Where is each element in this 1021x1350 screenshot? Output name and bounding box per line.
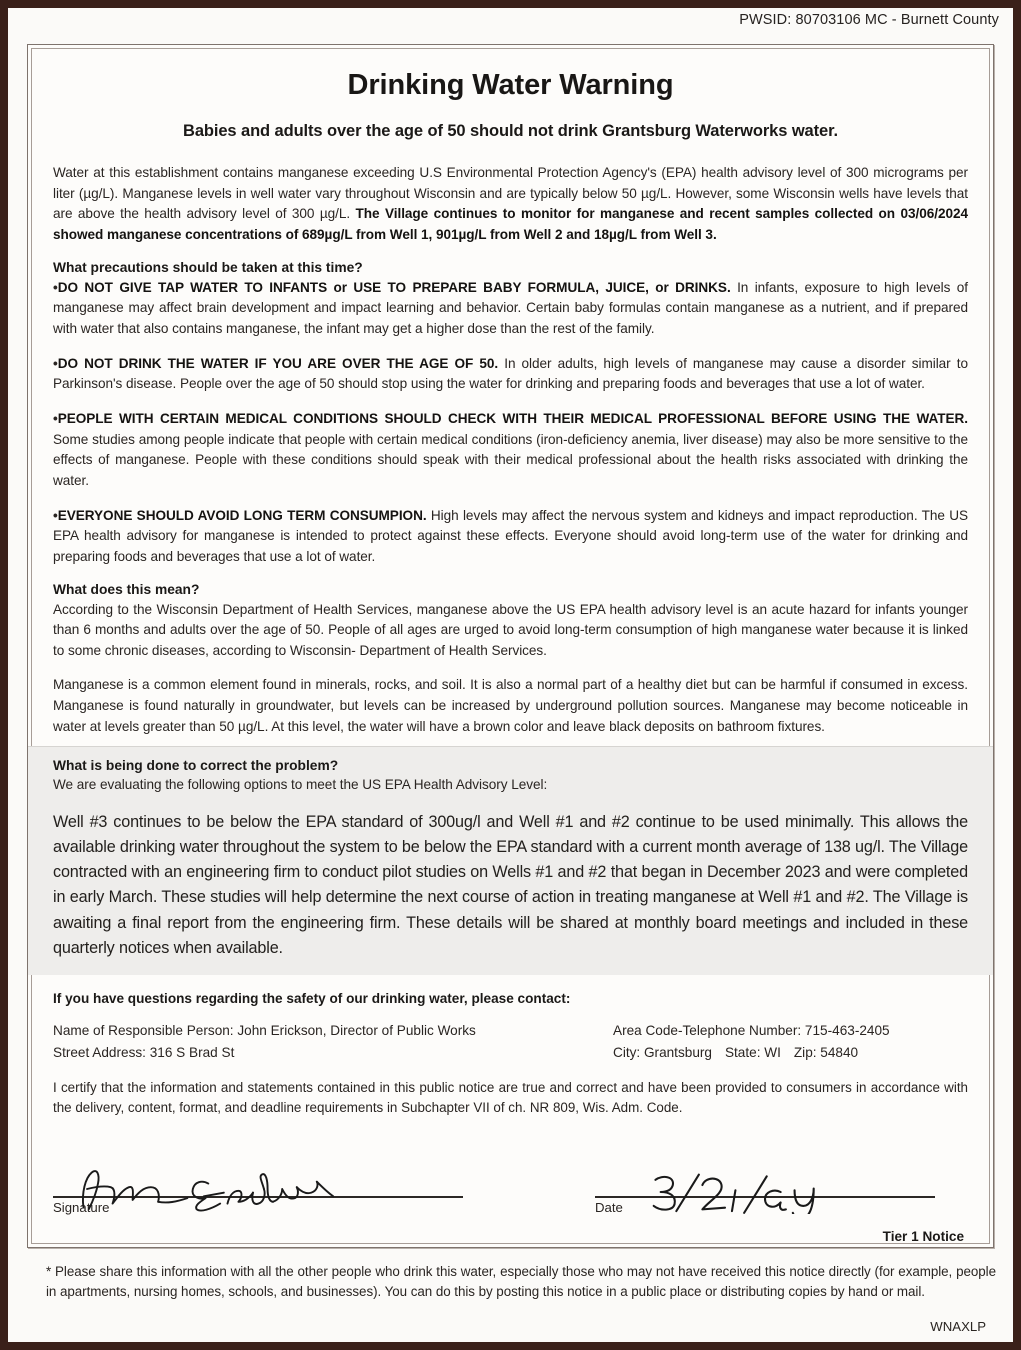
corrective-action-body: Well #3 continues to be below the EPA standard of 300ug/l and Well #1 and #2 continue to be used minimally. This allows the available drinking water throughout the system to be below the EPA standard with a current month average of 138 ug/l. The Village contracted with an engineering firm to conduct pilot studies on Wells #1 and #2 that began in December 2023 and were completed in early March. These studies will help determine the next course of action in treating manganese at Well #1 and #2. The Village is awaiting a final report from the engineering firm. These details will be shared at monthly board meetings and included in these quarterly notices when available. [53,813,968,957]
notice-content [31,53,990,1244]
share-information-note: * Please share this information with all the other people who drink this water, especially those who may not have received this notice directly (for example, people in apartments, nursing homes, schools, and businesses). You can do this by posting this notice in a public place or distributing copies by hand or mail. [46,1264,996,1300]
signature-block [53,1152,463,1215]
contact-intro: If you have questions regarding the safety of our drinking water, please contact: [53,990,571,1006]
date-line[interactable] [595,1152,935,1198]
meaning-paragraph-1: According to the Wisconsin Department of Health Services, manganese above the US EPA health advisory level is an acute hazard for infants younger than 6 months and adults over the age of 50. People of all ages are urged to avoid long-term consumption of high manganese water because it is linked to some chronic diseases, according to Wisconsin- Department of Health Services. [53,601,968,658]
intro-bold-text: The Village continues to monitor for manganese and recent samples collected on 03/06/2024 showed manganese concentrations of 689µg/L from Well 1, 901µg/L from Well 2 and 18µg/L from Well 3. [53,206,968,242]
precautions-heading: What precautions should be taken at this time? [53,259,363,275]
precaution-bullet [53,506,968,568]
page-title: Drinking Water Warning [347,69,674,101]
bullet-marker: • [53,355,58,371]
contact-street-address: Street Address: 316 S Brad St [53,1044,235,1060]
certification-text: I certify that the information and statements contained in this public notice are true and correct and have been provided to consumers in accordance with the delivery, content, format, and deadline requirements in Subchapter VII of ch. NR 809, Wis. Adm. Code. [53,1079,968,1115]
bullet-body-text: In older adults, high levels of manganese may cause a disorder similar to Parkinson's disease. People over the age of 50 should stop using the water for drinking and preparing foods and beverages that use a lot of water. [53,355,968,392]
intro-normal-text: Water at this establishment contains manganese exceeding U.S Environmental Protection Agency's (EPA) health advisory level of 300 micrograms per liter (µg/L). Manganese levels in well water vary throughout Wisconsin and are typically below 50 µg/L. However, some Wisconsin wells have levels that are above the health advisory level of 300 µg/L. [53,165,968,222]
contact-city: City: Grantsburg [613,1044,712,1060]
bullet-marker: • [53,410,58,426]
bullet-lead-text: PEOPLE WITH CERTAIN MEDICAL CONDITIONS SHOULD CHECK WITH THEIR MEDICAL PROFESSIONAL BEFORE USING THE WATER. [57,410,968,426]
contact-column-left [53,1020,613,1064]
scanned-page [8,8,1013,1342]
signature-label: Signature [53,1200,110,1215]
bullet-body-text: Some studies among people indicate that people with certain medical conditions (iron-deficiency anemia, liver disease) may also be more sensitive to the effects of manganese. People with these conditions should speak with their medical professional about the health risks associated with drinking the water. [53,431,968,488]
meaning-paragraph-2: Manganese is a common element found in minerals, rocks, and soil. It is also a normal part of a healthy diet but can be harmful if consumed in excess. Manganese is found naturally in groundwater, but levels can be increased by underground pollution sources. Manganese may become noticeable in water at levels greater than 50 µg/L. At this level, the water will have a brown color and leave black deposits on bathroom fixtures. [53,677,968,734]
corrective-action-heading: What is being done to correct the problem? [53,758,339,774]
date-label: Date [595,1200,623,1215]
publisher-code: WNAXLP [930,1318,986,1334]
bullet-body-text: In infants, exposure to high levels of manganese may affect brain development and impact learning and behavior. Certain baby formulas contain manganese as a nutrient, and if prepared with water that also contains manganese, the infant may get a higher dose than the rest of the family. [53,279,968,336]
contact-state: State: WI [724,1044,781,1060]
contact-details [53,1020,968,1064]
notice-box [27,44,994,1248]
bullet-marker: • [53,279,58,295]
bullet-lead-text: DO NOT GIVE TAP WATER TO INFANTS or USE TO PREPARE BABY FORMULA, JUICE, or DRINKS. [57,279,731,295]
precaution-bullet [53,278,968,340]
footer-note [46,1262,996,1334]
tier-notice-badge: Tier 1 Notice [882,1229,964,1244]
precaution-bullet [53,409,968,492]
signature-area [53,1152,968,1215]
bullet-lead-text: DO NOT DRINK THE WATER IF YOU ARE OVER THE AGE OF 50. [57,355,499,371]
signature-line[interactable] [53,1152,463,1198]
precaution-bullet [53,354,968,395]
pwsid-header: PWSID: 80703106 MC - Burnett County [739,12,999,28]
date-block [595,1152,935,1215]
corrective-action-section [28,746,993,974]
contact-zip: Zip: 54840 [793,1044,859,1060]
bullet-lead-text: EVERYONE SHOULD AVOID LONG TERM CONSUMPION. [57,507,427,523]
contact-responsible-person: Name of Responsible Person: John Erickson, Director of Public Works [53,1022,476,1038]
page-subtitle: Babies and adults over the age of 50 should not drink Grantsburg Waterworks water. [183,122,838,140]
intro-paragraph [53,163,968,246]
bullet-marker: • [53,507,58,523]
bullet-body-text: High levels may affect the nervous system and kidneys and impact reproduction. The US EPA health advisory for manganese is intended to protect against these effects. Everyone should avoid long-term use of the water for drinking and preparing foods and beverages that use a lot of water. [53,507,968,564]
contact-column-right [613,1020,968,1064]
corrective-action-subheading: We are evaluating the following options to meet the US EPA Health Advisory Level: [53,777,548,793]
contact-city-state-zip [613,1042,968,1064]
contact-phone: Area Code-Telephone Number: 715-463-2405 [613,1022,890,1038]
meaning-heading: What does this mean? [53,581,200,597]
